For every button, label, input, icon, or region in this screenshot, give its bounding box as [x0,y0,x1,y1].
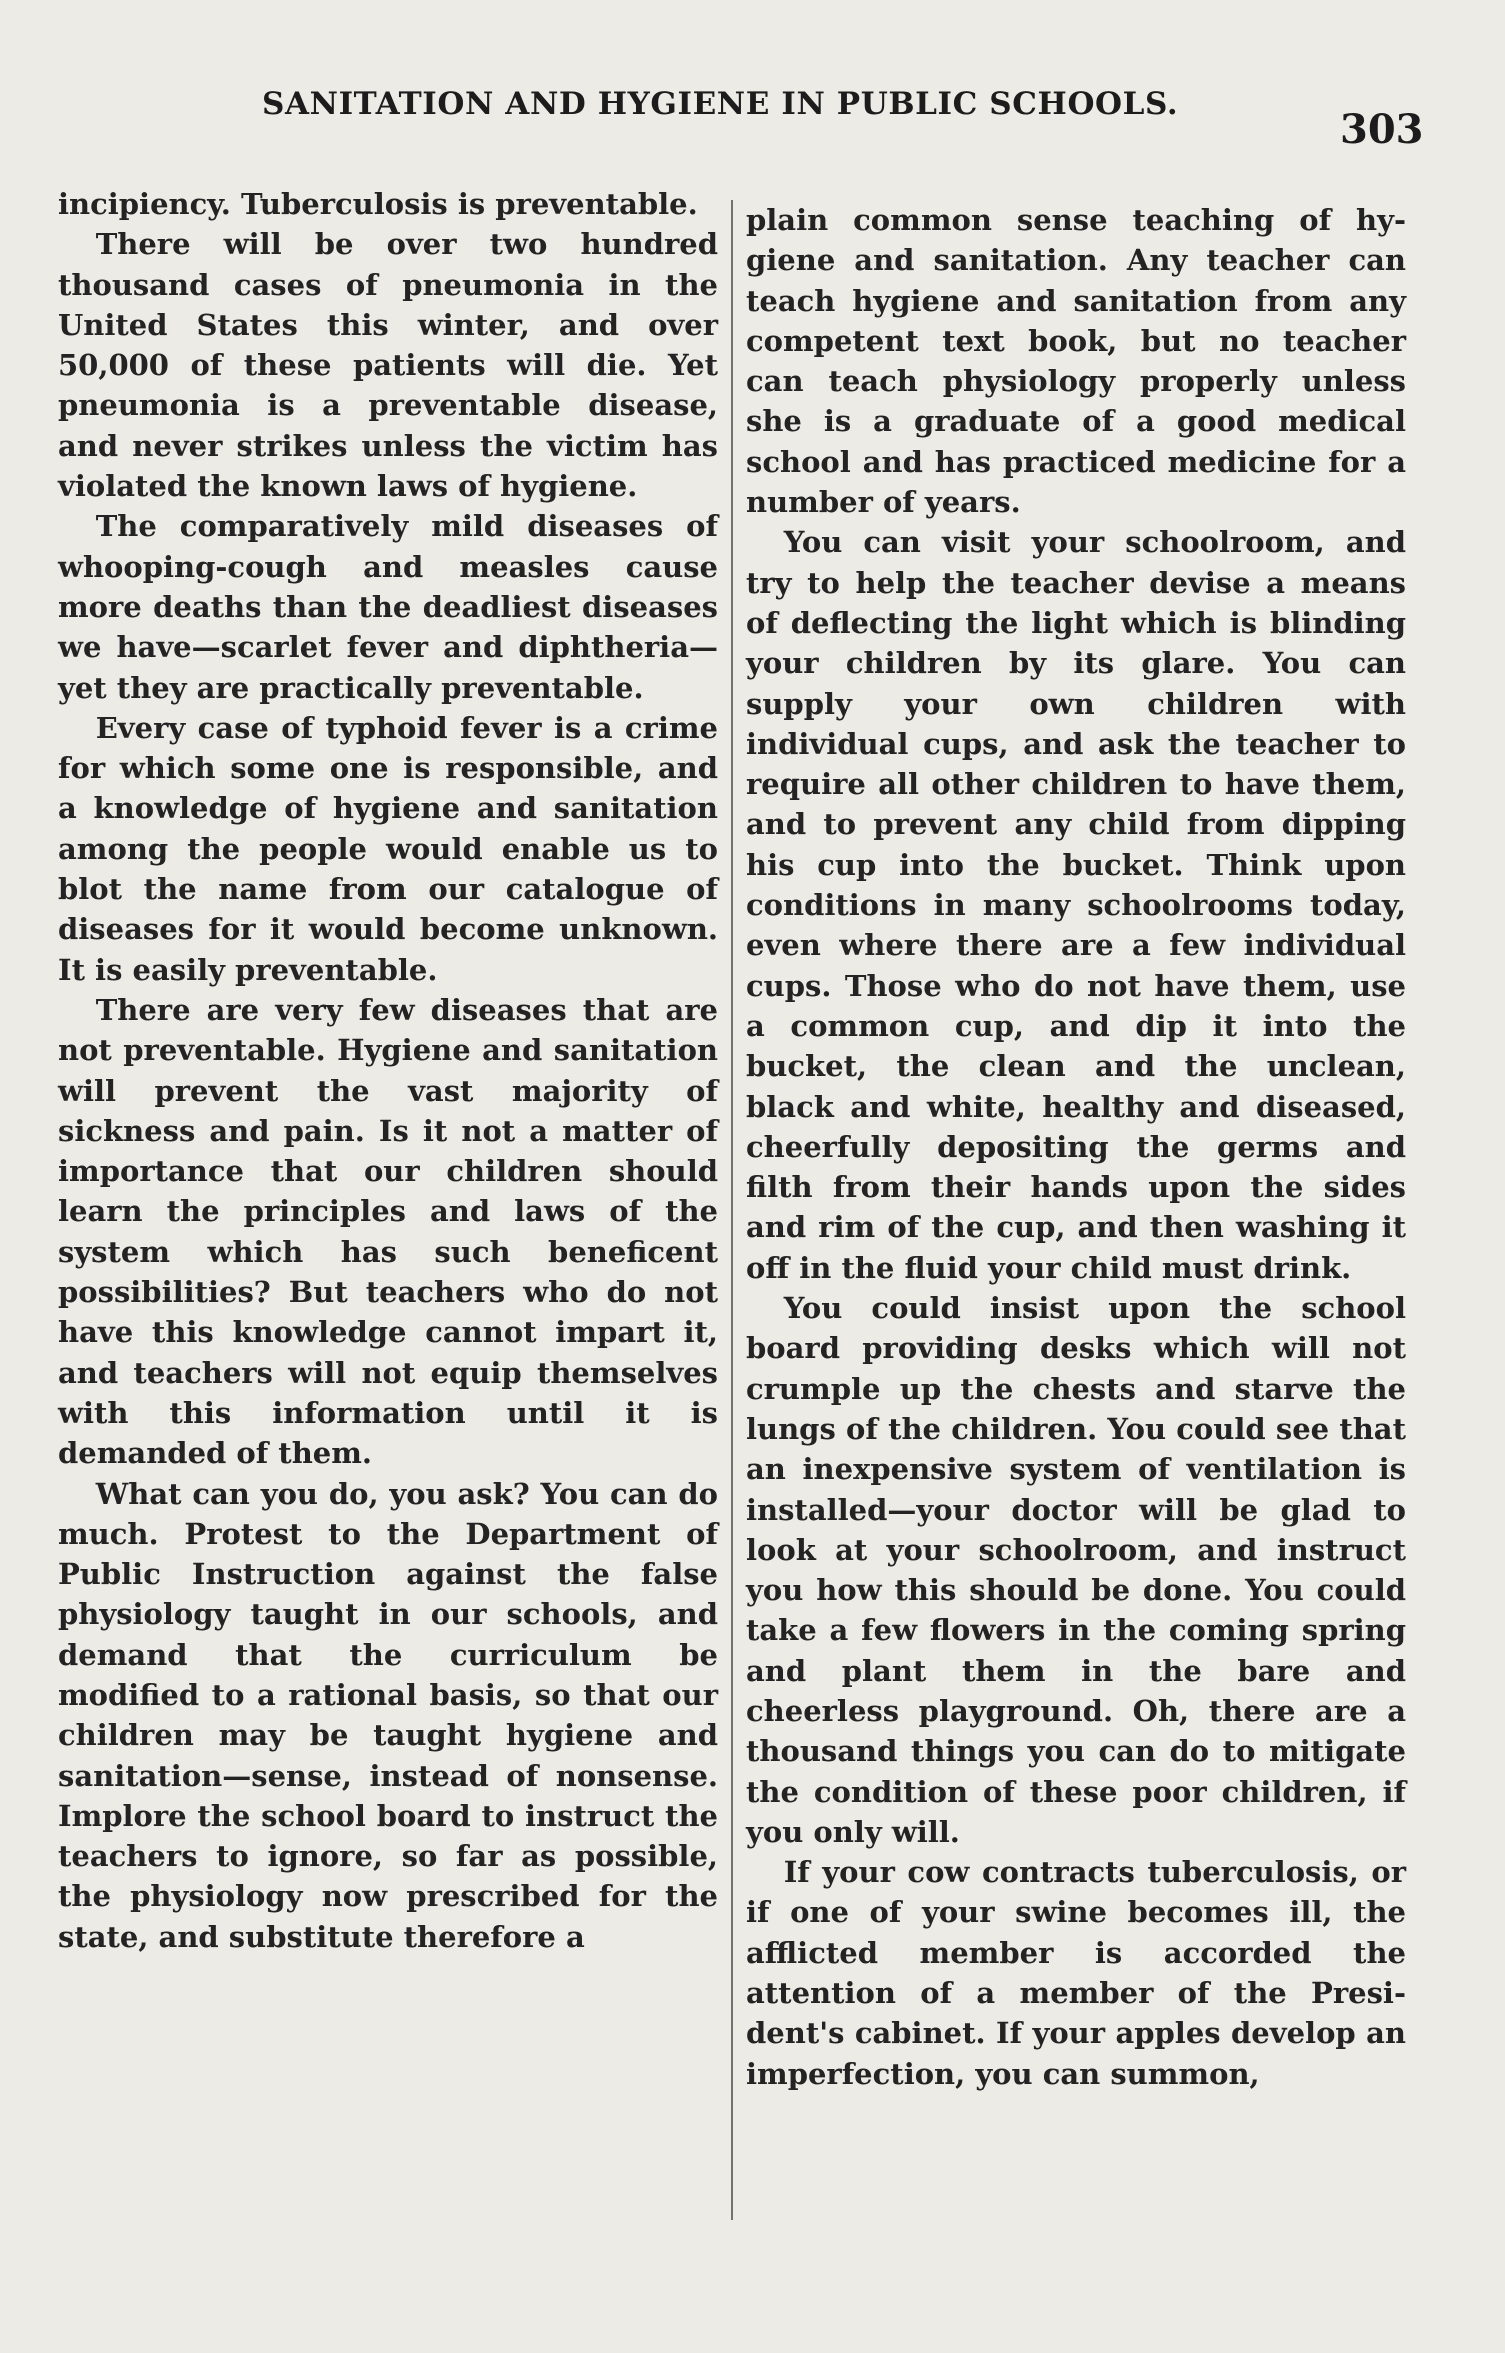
paragraph: The comparatively mild diseases of whooping-cough and measles cause more deaths than the deadliest diseases we have—scarlet fever and diphtheria—yet they are practically preventable. [58,509,718,705]
column-divider [731,200,733,2220]
paragraph: incipiency. Tuberculosis is preventable. [58,187,698,221]
paragraph: Every case of typhoid fever is a crime for which some one is responsible, and a knowledge of hygiene and sanitation among the people would enable us to blot the name from our catalogue of diseases for it would become unknown. It is easily preventable. [58,710,718,987]
right-text-column [746,200,1406,2094]
paragraph: plain common sense teaching of hygiene and sanitation. Any teacher can teach hygiene and sanitation from any competent text book, but no teacher can teach physiology properly unless she is a graduate of a good medical school and has practiced medicine for a number of years. [746,203,1406,520]
paragraph: What can you do, you ask? You can do much. Protest to the Department of Public Instruction against the false physiology taught in our schools, and demand that the curriculum be modified to a rational basis, so that our children may be taught hygiene and sanitation—sense, instead of nonsense. Implore the school board to instruct the teachers to ignore, so far as possible, the physiology now prescribed for the state, and substitute therefore a [58,1476,718,1954]
paragraph: You could insist upon the school board providing desks which will not crumple up the chests and starve the lungs of the children. You could see that an inexpensive system of ventilation is installed—your doctor will be glad to look at your schoolroom, and instruct you how this should be done. You could take a few flowers in the coming spring and plant them in the bare and cheerless playground. Oh, there are a thousand things you can do to mitigate the condition of these poor children, if you only will. [746,1291,1406,1849]
paragraph: There will be over two hundred thousand cases of pneumonia in the United States this winter, and over 50,000 of these patients will die. Yet pneumonia is a preventable disease, and never strikes unless the victim has violated the known laws of hygiene. [58,227,718,504]
paragraph: If your cow contracts tuberculosis, or if one of your swine becomes ill, the afflicted member is accorded the attention of a member of the President's cabinet. If your apples develop an imperfection, you can summon, [746,1855,1406,2091]
paragraph: You can visit your schoolroom, and try to help the teacher devise a means of deflecting the light which is blinding your children by its glare. You can supply your own children with individual cups, and ask the teacher to require all other children to have them, and to prevent any child from dipping his cup into the bucket. Think upon conditions in many schoolrooms today, even where there are a few individual cups. Those who do not have them, use a common cup, and dip it into the bucket, the clean and the unclean, black and white, healthy and diseased, cheerfully depositing the germs and filth from their hands upon the sides and rim of the cup, and then washing it off in the fluid your child must drink. [746,525,1406,1285]
paragraph: There are very few diseases that are not preventable. Hygiene and sanitation will prevent the vast majority of sickness and pain. Is it not a matter of importance that our children should learn the principles and laws of the system which has such beneficent possibilities? But teachers who do not have this knowledge cannot impart it, and teachers will not equip themselves with this information until it is demanded of them. [58,992,718,1471]
page-number: 303 [1340,106,1424,153]
left-text-column [58,184,718,1957]
running-head-title: SANITATION AND HYGIENE IN PUBLIC SCHOOLS. [262,86,1179,122]
